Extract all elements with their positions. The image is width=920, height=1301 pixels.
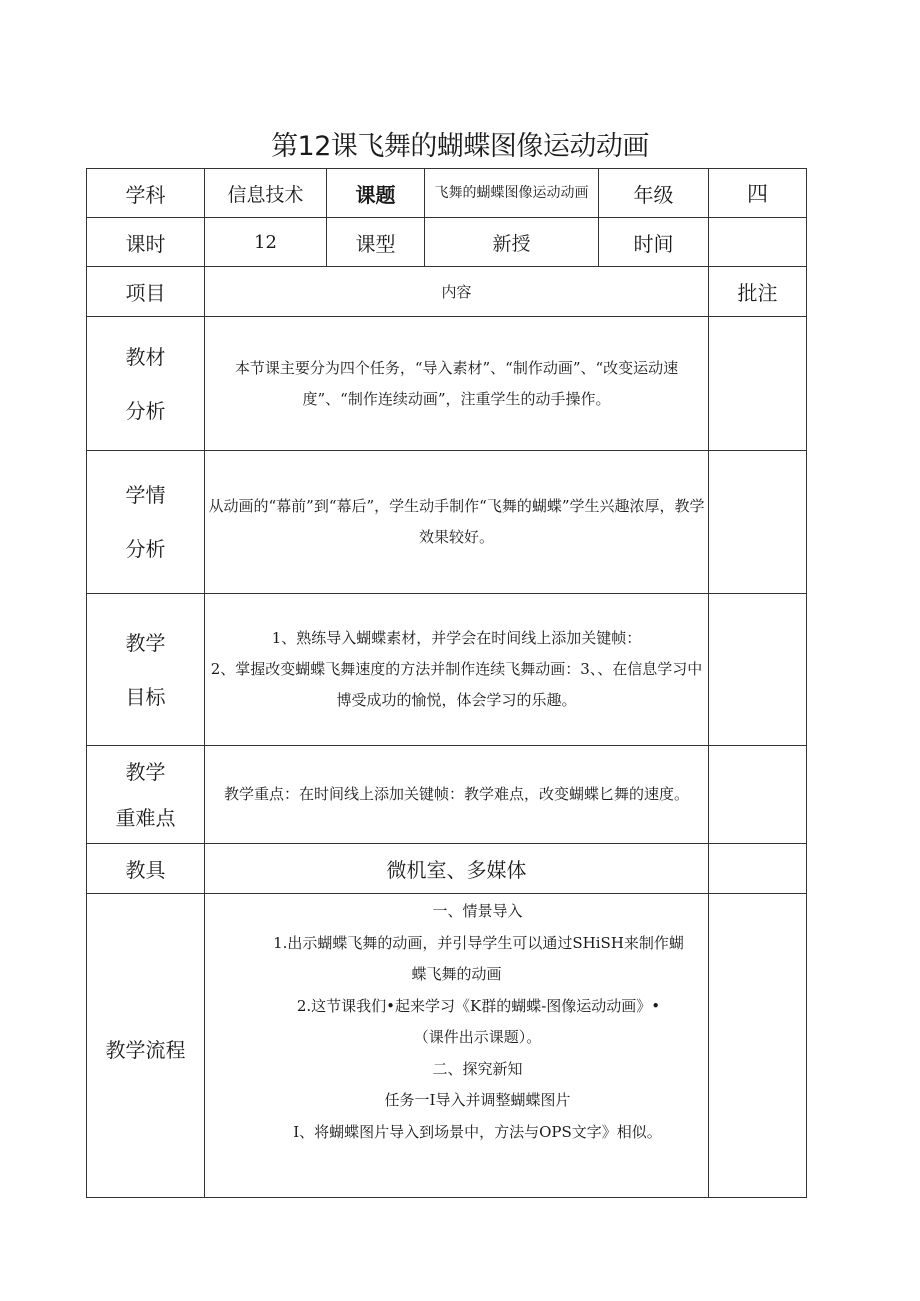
process-line: 1.出示蝴蝶飞舞的动画，并引导学生可以通过SHiSH来制作蝴 — [273, 933, 684, 952]
goal-line-2: 2、掌握改变蝴蝶飞舞速度的方法并制作连续飞舞动画：3、、在信息学习中博受成功的愉悦，体会学习的乐趣。 — [210, 660, 703, 709]
process-text — [205, 894, 709, 1198]
tools-text: 微机室、多媒体 — [205, 844, 709, 894]
content-label: 内容 — [205, 267, 709, 317]
topic-label: 课题 — [327, 169, 425, 218]
time-value — [709, 218, 807, 267]
tools-row — [87, 844, 807, 894]
tools-label: 教具 — [87, 844, 205, 894]
process-row — [87, 894, 807, 1198]
tools-note — [709, 844, 807, 894]
item-label: 项目 — [87, 267, 205, 317]
period-value: 12 — [205, 218, 327, 267]
keypoints-text: 教学重点：在时间线上添加关键帧：教学难点，改变蝴蝶匕舞的速度。 — [205, 746, 709, 844]
teaching-goals-row — [87, 594, 807, 746]
type-label: 课型 — [327, 218, 425, 267]
goals-label: 教学 目标 — [87, 594, 205, 746]
students-text: 从动画的“幕前”到“幕后”，学生动手制作“飞舞的蝴蝶”学生兴趣浓厚，教学效果较好。 — [205, 451, 709, 594]
keypoints-note — [709, 746, 807, 844]
goal-line-1: 1、熟练导入蝴蝶素材，并学会在时间线上添加关键帧： — [271, 629, 642, 647]
process-line: 任务一I导入并调整蝴蝶图片 — [384, 1091, 571, 1109]
process-label: 教学流程 — [87, 894, 205, 1198]
keypoints-row — [87, 746, 807, 844]
lesson-plan-table — [86, 168, 807, 1198]
process-line: 二、探究新知 — [432, 1059, 523, 1078]
material-text: 本节课主要分为四个任务，“导入素材”、“制作动画”、“改变运动速度”、“制作连续动画”，注重学生的动手操作。 — [205, 317, 709, 451]
students-note — [709, 451, 807, 594]
process-line: （课件出示课题）。 — [413, 1028, 542, 1046]
process-line: 一、情景导入 — [432, 902, 523, 920]
type-value: 新授 — [425, 218, 599, 267]
header-row-1 — [87, 169, 807, 218]
page-title: 第12课飞舞的蝴蝶图像运动动画 — [271, 131, 649, 162]
goals-text — [205, 594, 709, 746]
note-label: 批注 — [709, 267, 807, 317]
time-label: 时间 — [599, 218, 709, 267]
process-line: 蝶飞舞的动画 — [411, 965, 502, 983]
keypoints-label: 教学 重难点 — [87, 746, 205, 844]
subject-label: 学科 — [87, 169, 205, 218]
students-label: 学情 分析 — [87, 451, 205, 594]
process-line: 2.这节课我们•起来学习《K群的蝴蝶-图像运动动画》• — [296, 996, 661, 1015]
process-line: I、将蝴蝶图片导入到场景中，方法与OPS文字》相似。 — [293, 1122, 662, 1141]
header-row-3 — [87, 267, 807, 317]
process-note — [709, 894, 807, 1198]
header-row-2 — [87, 218, 807, 267]
goals-note — [709, 594, 807, 746]
student-analysis-row — [87, 451, 807, 594]
grade-label: 年级 — [599, 169, 709, 218]
period-label: 课时 — [87, 218, 205, 267]
material-note — [709, 317, 807, 451]
material-label: 教材 分析 — [87, 317, 205, 451]
subject-value: 信息技术 — [205, 169, 327, 218]
grade-value: 四 — [709, 169, 807, 218]
topic-value: 飞舞的蝴蝶图像运动动画 — [425, 169, 599, 218]
material-analysis-row — [87, 317, 807, 451]
